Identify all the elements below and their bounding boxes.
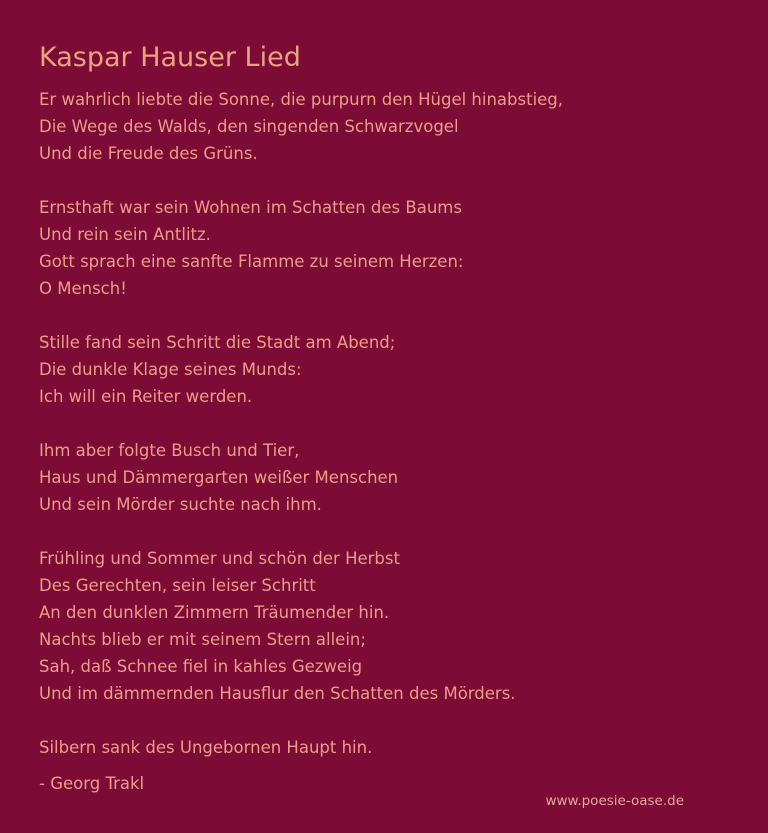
stanza	[39, 329, 739, 410]
poem-line: Die Wege des Walds, den singenden Schwarzvogel	[39, 117, 459, 136]
poem-line: Ich will ein Reiter werden.	[39, 387, 253, 406]
poem-line: Des Gerechten, sein leiser Schritt	[39, 576, 316, 595]
poem-line: Ihm aber folgte Busch und Tier,	[39, 441, 300, 460]
stanza	[39, 545, 739, 707]
poem-title: Kaspar Hauser Lied	[39, 42, 301, 73]
poem-line: Die dunkle Klage seines Munds:	[39, 360, 302, 379]
poem-line: Und im dämmernden Hausflur den Schatten des Mörders.	[39, 684, 516, 703]
poem-line: Sah, daß Schnee fiel in kahles Gezweig	[39, 657, 363, 676]
website-url: www.poesie-oase.de	[545, 793, 684, 809]
poem-line: Und rein sein Antlitz.	[39, 225, 211, 244]
poem-author: - Georg Trakl	[39, 774, 145, 793]
poem-line: Stille fand sein Schritt die Stadt am Abend;	[39, 333, 396, 352]
poem-line: Ernsthaft war sein Wohnen im Schatten des Baums	[39, 198, 462, 217]
poem-line: An den dunklen Zimmern Träumender hin.	[39, 603, 390, 622]
stanza	[39, 86, 739, 167]
stanza	[39, 734, 739, 761]
poem-line: Silbern sank des Ungebornen Haupt hin.	[39, 738, 373, 757]
poem-line: Und die Freude des Grüns.	[39, 144, 258, 163]
stanza	[39, 194, 739, 302]
poem-line: Er wahrlich liebte die Sonne, die purpurn den Hügel hinabstieg,	[39, 90, 564, 109]
stanza	[39, 437, 739, 518]
poem-line: Nachts blieb er mit seinem Stern allein;	[39, 630, 366, 649]
poem-body	[39, 86, 739, 788]
poem-line: Gott sprach eine sanfte Flamme zu seinem Herzen:	[39, 252, 464, 271]
poem-line: O Mensch!	[39, 279, 127, 298]
poem-line: Und sein Mörder suchte nach ihm.	[39, 495, 322, 514]
poem-line: Haus und Dämmergarten weißer Menschen	[39, 468, 399, 487]
poem-line: Frühling und Sommer und schön der Herbst	[39, 549, 400, 568]
